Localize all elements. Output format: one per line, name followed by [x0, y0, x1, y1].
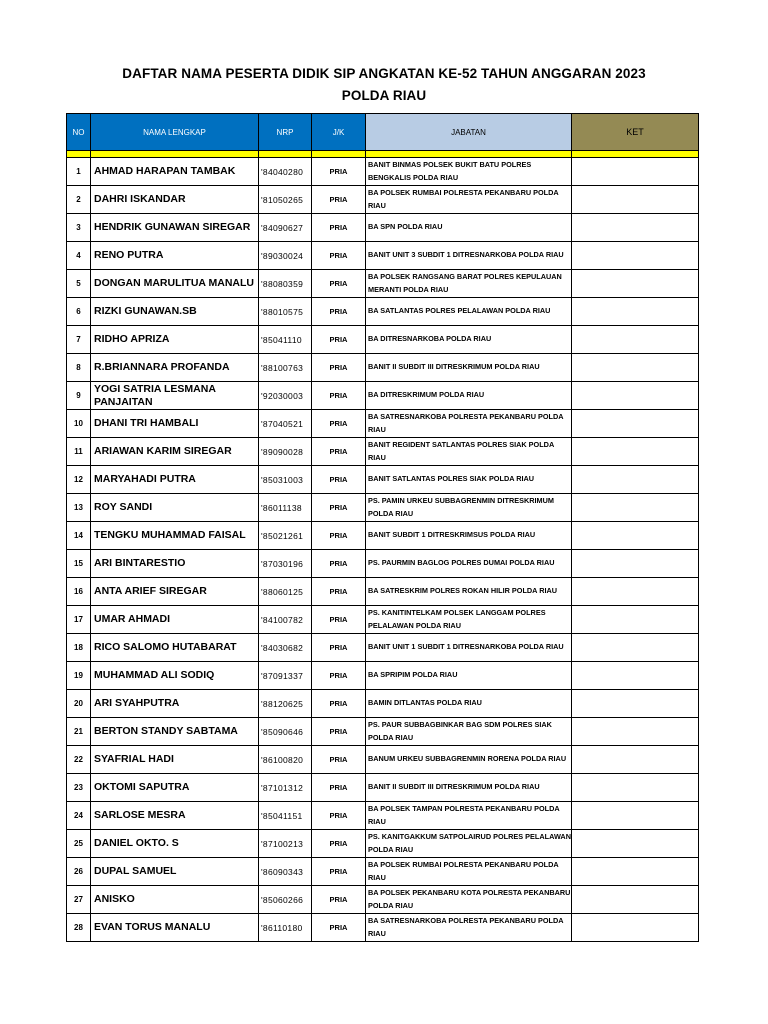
table-row [67, 410, 699, 438]
cell-ket [572, 326, 699, 354]
cell-jk: PRIA [312, 774, 366, 802]
cell-no: 27 [67, 886, 91, 914]
cell-jk: PRIA [312, 214, 366, 242]
cell-nrp: '86090343 [259, 858, 312, 886]
cell-jabatan: BANIT SATLANTAS POLRES SIAK POLDA RIAU [366, 466, 572, 494]
header-row [67, 114, 699, 151]
cell-nrp: '86110180 [259, 914, 312, 942]
table-row [67, 298, 699, 326]
cell-nama: ANTA ARIEF SIREGAR [91, 578, 259, 606]
cell-nama: ARI BINTARESTIO [91, 550, 259, 578]
cell-jk: PRIA [312, 886, 366, 914]
cell-jk: PRIA [312, 718, 366, 746]
yellow-band-row [67, 151, 699, 158]
cell-nama: DHANI TRI HAMBALI [91, 410, 259, 438]
cell-ket [572, 186, 699, 214]
cell-no: 4 [67, 242, 91, 270]
cell-jabatan: PS. PAMIN URKEU SUBBAGRENMIN DITRESKRIMUM POLDA RIAU [366, 494, 572, 522]
cell-nrp: '84100782 [259, 606, 312, 634]
cell-jk: PRIA [312, 914, 366, 942]
cell-ket [572, 858, 699, 886]
cell-jabatan: PS. KANITINTELKAM POLSEK LANGGAM POLRES PELALAWAN POLDA RIAU [366, 606, 572, 634]
cell-jk: PRIA [312, 858, 366, 886]
table-row [67, 242, 699, 270]
cell-nama: BERTON STANDY SABTAMA [91, 718, 259, 746]
cell-nrp: '84030682 [259, 634, 312, 662]
cell-no: 7 [67, 326, 91, 354]
cell-jabatan: BA SATRESKRIM POLRES ROKAN HILIR POLDA RIAU [366, 578, 572, 606]
table-row [67, 382, 699, 410]
cell-jk: PRIA [312, 158, 366, 186]
cell-jk: PRIA [312, 186, 366, 214]
cell-jk: PRIA [312, 438, 366, 466]
cell-jk: PRIA [312, 270, 366, 298]
table-row [67, 354, 699, 382]
table-row [67, 690, 699, 718]
cell-nama: MUHAMMAD ALI SODIQ [91, 662, 259, 690]
cell-jk: PRIA [312, 550, 366, 578]
cell-ket [572, 578, 699, 606]
table-row [67, 326, 699, 354]
cell-nama: DUPAL SAMUEL [91, 858, 259, 886]
cell-no: 20 [67, 690, 91, 718]
cell-nama: HENDRIK GUNAWAN SIREGAR [91, 214, 259, 242]
cell-jabatan: BA SATLANTAS POLRES PELALAWAN POLDA RIAU [366, 298, 572, 326]
cell-no: 10 [67, 410, 91, 438]
cell-jabatan: BA DITRESKRIMUM POLDA RIAU [366, 382, 572, 410]
cell-no: 9 [67, 382, 91, 410]
cell-no: 14 [67, 522, 91, 550]
cell-no: 11 [67, 438, 91, 466]
cell-jabatan: BA POLSEK RUMBAI POLRESTA PEKANBARU POLDA RIAU [366, 186, 572, 214]
table-row [67, 522, 699, 550]
header-no: NO [67, 114, 91, 151]
cell-jabatan: BA SPRIPIM POLDA RIAU [366, 662, 572, 690]
cell-nrp: '88080359 [259, 270, 312, 298]
cell-nrp: '87101312 [259, 774, 312, 802]
cell-ket [572, 606, 699, 634]
cell-no: 22 [67, 746, 91, 774]
table-row [67, 494, 699, 522]
cell-nama: DAHRI ISKANDAR [91, 186, 259, 214]
cell-ket [572, 886, 699, 914]
cell-jabatan: BANIT BINMAS POLSEK BUKIT BATU POLRES BENGKALIS POLDA RIAU [366, 158, 572, 186]
cell-nama: MARYAHADI PUTRA [91, 466, 259, 494]
cell-nrp: '85041110 [259, 326, 312, 354]
cell-jabatan: BA POLSEK TAMPAN POLRESTA PEKANBARU POLDA RIAU [366, 802, 572, 830]
cell-nama: ARIAWAN KARIM SIREGAR [91, 438, 259, 466]
cell-ket [572, 298, 699, 326]
cell-no: 8 [67, 354, 91, 382]
document-subtitle: POLDA RIAU [341, 88, 427, 103]
cell-jabatan: BANIT REGIDENT SATLANTAS POLRES SIAK POLDA RIAU [366, 438, 572, 466]
header-nama: NAMA LENGKAP [91, 114, 259, 151]
cell-jk: PRIA [312, 830, 366, 858]
cell-jabatan: PS. PAUR SUBBAGBINKAR BAG SDM POLRES SIAK POLDA RIAU [366, 718, 572, 746]
cell-nama: SARLOSE MESRA [91, 802, 259, 830]
cell-ket [572, 242, 699, 270]
cell-ket [572, 494, 699, 522]
cell-nrp: '89090028 [259, 438, 312, 466]
cell-ket [572, 774, 699, 802]
cell-jk: PRIA [312, 354, 366, 382]
cell-no: 2 [67, 186, 91, 214]
cell-ket [572, 438, 699, 466]
table-row [67, 270, 699, 298]
cell-ket [572, 830, 699, 858]
cell-ket [572, 690, 699, 718]
cell-jabatan: BANIT SUBDIT 1 DITRESKRIMSUS POLDA RIAU [366, 522, 572, 550]
cell-nrp: '88060125 [259, 578, 312, 606]
cell-nama: ROY SANDI [91, 494, 259, 522]
cell-jabatan: PS. KANITGAKKUM SATPOLAIRUD POLRES PELALAWAN POLDA RIAU [366, 830, 572, 858]
cell-ket [572, 662, 699, 690]
cell-nama: R.BRIANNARA PROFANDA [91, 354, 259, 382]
table-row [67, 214, 699, 242]
yellow-cell [572, 151, 699, 158]
cell-nama: OKTOMI SAPUTRA [91, 774, 259, 802]
cell-nrp: '84090627 [259, 214, 312, 242]
cell-nrp: '85060266 [259, 886, 312, 914]
cell-ket [572, 550, 699, 578]
cell-jk: PRIA [312, 466, 366, 494]
cell-jk: PRIA [312, 382, 366, 410]
cell-ket [572, 158, 699, 186]
cell-jk: PRIA [312, 578, 366, 606]
cell-jk: PRIA [312, 494, 366, 522]
cell-jk: PRIA [312, 606, 366, 634]
table-row [67, 438, 699, 466]
cell-nrp: '87040521 [259, 410, 312, 438]
table-row [67, 830, 699, 858]
cell-jk: PRIA [312, 634, 366, 662]
cell-no: 6 [67, 298, 91, 326]
table-row [67, 858, 699, 886]
cell-jabatan: BA SPN POLDA RIAU [366, 214, 572, 242]
cell-ket [572, 746, 699, 774]
cell-nama: YOGI SATRIA LESMANA PANJAITAN [91, 382, 259, 410]
cell-no: 5 [67, 270, 91, 298]
header-ket: KET [572, 114, 699, 151]
table-row [67, 466, 699, 494]
cell-jabatan: BANIT II SUBDIT III DITRESKRIMUM POLDA RIAU [366, 774, 572, 802]
cell-jabatan: BA SATRESNARKOBA POLRESTA PEKANBARU POLDA RIAU [366, 410, 572, 438]
yellow-cell [91, 151, 259, 158]
cell-no: 18 [67, 634, 91, 662]
cell-nrp: '86011138 [259, 494, 312, 522]
cell-no: 3 [67, 214, 91, 242]
cell-nama: DANIEL OKTO. S [91, 830, 259, 858]
cell-no: 19 [67, 662, 91, 690]
cell-jk: PRIA [312, 522, 366, 550]
cell-ket [572, 270, 699, 298]
cell-nrp: '89030024 [259, 242, 312, 270]
cell-no: 16 [67, 578, 91, 606]
cell-nama: DONGAN MARULITUA MANALU [91, 270, 259, 298]
table-row [67, 158, 699, 186]
cell-jabatan: BA SATRESNARKOBA POLRESTA PEKANBARU POLDA RIAU [366, 914, 572, 942]
cell-ket [572, 634, 699, 662]
header-nrp: NRP [259, 114, 312, 151]
table-row [67, 914, 699, 942]
table-row [67, 746, 699, 774]
cell-no: 25 [67, 830, 91, 858]
table-row [67, 550, 699, 578]
cell-no: 26 [67, 858, 91, 886]
cell-nrp: '85090646 [259, 718, 312, 746]
table-row [67, 718, 699, 746]
cell-nrp: '86100820 [259, 746, 312, 774]
cell-jabatan: BA POLSEK RANGSANG BARAT POLRES KEPULAUAN MERANTI POLDA RIAU [366, 270, 572, 298]
table-row [67, 186, 699, 214]
cell-nama: RICO SALOMO HUTABARAT [91, 634, 259, 662]
cell-nama: RENO PUTRA [91, 242, 259, 270]
cell-nama: RIDHO APRIZA [91, 326, 259, 354]
cell-ket [572, 214, 699, 242]
cell-nama: RIZKI GUNAWAN.SB [91, 298, 259, 326]
header-jk: J/K [312, 114, 366, 151]
cell-jk: PRIA [312, 326, 366, 354]
cell-nrp: '81050265 [259, 186, 312, 214]
cell-jabatan: BA POLSEK PEKANBARU KOTA POLRESTA PEKANBARU POLDA RIAU [366, 886, 572, 914]
cell-jk: PRIA [312, 746, 366, 774]
cell-nrp: '87030196 [259, 550, 312, 578]
cell-nrp: '85031003 [259, 466, 312, 494]
participant-table [66, 113, 699, 942]
yellow-cell [312, 151, 366, 158]
cell-nama: ARI SYAHPUTRA [91, 690, 259, 718]
cell-ket [572, 802, 699, 830]
cell-nrp: '88100763 [259, 354, 312, 382]
cell-no: 21 [67, 718, 91, 746]
cell-ket [572, 354, 699, 382]
header-jabatan: JABATAN [366, 114, 572, 151]
cell-ket [572, 466, 699, 494]
cell-nrp: '85021261 [259, 522, 312, 550]
cell-ket [572, 914, 699, 942]
cell-jabatan: BANIT II SUBDIT III DITRESKRIMUM POLDA RIAU [366, 354, 572, 382]
cell-nrp: '84040280 [259, 158, 312, 186]
cell-nama: UMAR AHMADI [91, 606, 259, 634]
cell-no: 23 [67, 774, 91, 802]
cell-no: 1 [67, 158, 91, 186]
table-row [67, 634, 699, 662]
cell-nrp: '85041151 [259, 802, 312, 830]
cell-ket [572, 410, 699, 438]
cell-jabatan: BA DITRESNARKOBA POLDA RIAU [366, 326, 572, 354]
table-row [67, 606, 699, 634]
cell-jk: PRIA [312, 242, 366, 270]
cell-ket [572, 522, 699, 550]
cell-no: 15 [67, 550, 91, 578]
yellow-cell [67, 151, 91, 158]
cell-nrp: '87091337 [259, 662, 312, 690]
cell-jk: PRIA [312, 802, 366, 830]
table-row [67, 802, 699, 830]
cell-nama: TENGKU MUHAMMAD FAISAL [91, 522, 259, 550]
cell-nama: ANISKO [91, 886, 259, 914]
yellow-cell [366, 151, 572, 158]
table-row [67, 774, 699, 802]
table-row [67, 886, 699, 914]
cell-jabatan: BANUM URKEU SUBBAGRENMIN RORENA POLDA RIAU [366, 746, 572, 774]
cell-nama: AHMAD HARAPAN TAMBAK [91, 158, 259, 186]
cell-nrp: '92030003 [259, 382, 312, 410]
cell-jabatan: PS. PAURMIN BAGLOG POLRES DUMAI POLDA RIAU [366, 550, 572, 578]
cell-no: 28 [67, 914, 91, 942]
cell-no: 13 [67, 494, 91, 522]
document-title: DAFTAR NAMA PESERTA DIDIK SIP ANGKATAN KE-52 TAHUN ANGGARAN 2023 [122, 66, 646, 81]
table-row [67, 662, 699, 690]
table-row [67, 578, 699, 606]
cell-jk: PRIA [312, 690, 366, 718]
cell-jabatan: BANIT UNIT 3 SUBDIT 1 DITRESNARKOBA POLDA RIAU [366, 242, 572, 270]
cell-no: 17 [67, 606, 91, 634]
cell-ket [572, 718, 699, 746]
cell-jk: PRIA [312, 298, 366, 326]
cell-jabatan: BA POLSEK RUMBAI POLRESTA PEKANBARU POLDA RIAU [366, 858, 572, 886]
cell-nrp: '88120625 [259, 690, 312, 718]
cell-no: 24 [67, 802, 91, 830]
cell-nrp: '87100213 [259, 830, 312, 858]
cell-nrp: '88010575 [259, 298, 312, 326]
cell-ket [572, 382, 699, 410]
cell-jabatan: BAMIN DITLANTAS POLDA RIAU [366, 690, 572, 718]
cell-nama: SYAFRIAL HADI [91, 746, 259, 774]
yellow-cell [259, 151, 312, 158]
cell-no: 12 [67, 466, 91, 494]
cell-jk: PRIA [312, 662, 366, 690]
cell-nama: EVAN TORUS MANALU [91, 914, 259, 942]
cell-jk: PRIA [312, 410, 366, 438]
cell-jabatan: BANIT UNIT 1 SUBDIT 1 DITRESNARKOBA POLDA RIAU [366, 634, 572, 662]
